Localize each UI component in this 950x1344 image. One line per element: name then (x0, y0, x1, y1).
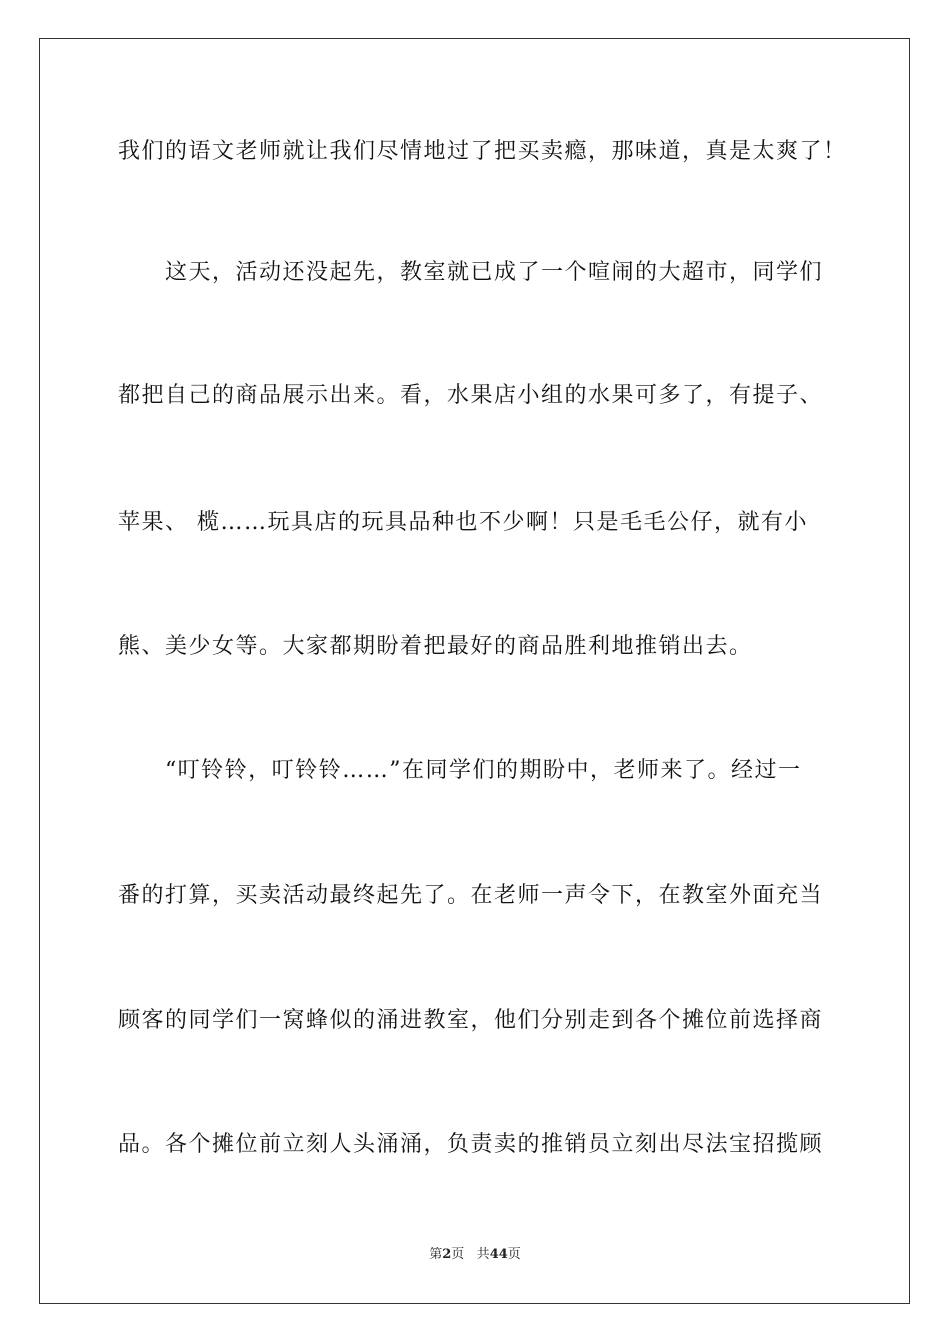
total-suffix: 页 (507, 1247, 521, 1262)
body-text-line: 苹果、 榄……玩具店的玩具品种也不少啊！只是毛毛公仔，就有小 (118, 510, 808, 535)
total-prefix: 共 (476, 1247, 490, 1262)
page-prefix: 第 (429, 1247, 443, 1262)
body-text-line: 这天，活动还没起先，教室就已成了一个喧闹的大超市，同学们 (118, 260, 824, 285)
body-text-line: 番的打算，买卖活动最终起先了。在老师一声令下，在教室外面充当 (118, 883, 824, 908)
body-text-line: 熊、美少女等。大家都期盼着把最好的商品胜利地推销出去。 (118, 634, 753, 659)
total-pages: 44 (489, 1247, 508, 1262)
body-text-line: 品。各个摊位前立刻人头涌涌，负责卖的推销员立刻出尽法宝招揽顾 (118, 1132, 824, 1157)
body-text-line: 都把自己的商品展示出来。看，水果店小组的水果可多了，有提子、 (118, 383, 824, 408)
page-number: 2 (442, 1247, 452, 1262)
page-border (39, 38, 910, 1304)
body-text-line: 顾客的同学们一窝蜂似的涌进教室，他们分别走到各个摊位前选择商 (118, 1008, 824, 1033)
body-text-line: 我们的语文老师就让我们尽情地过了把买卖瘾，那味道，真是太爽了！ (118, 139, 847, 164)
page-suffix: 页 (451, 1247, 465, 1262)
body-text-line: “叮铃铃，叮铃铃……”在同学们的期盼中，老师来了。经过一 (118, 758, 802, 783)
page-footer (0, 1247, 950, 1263)
